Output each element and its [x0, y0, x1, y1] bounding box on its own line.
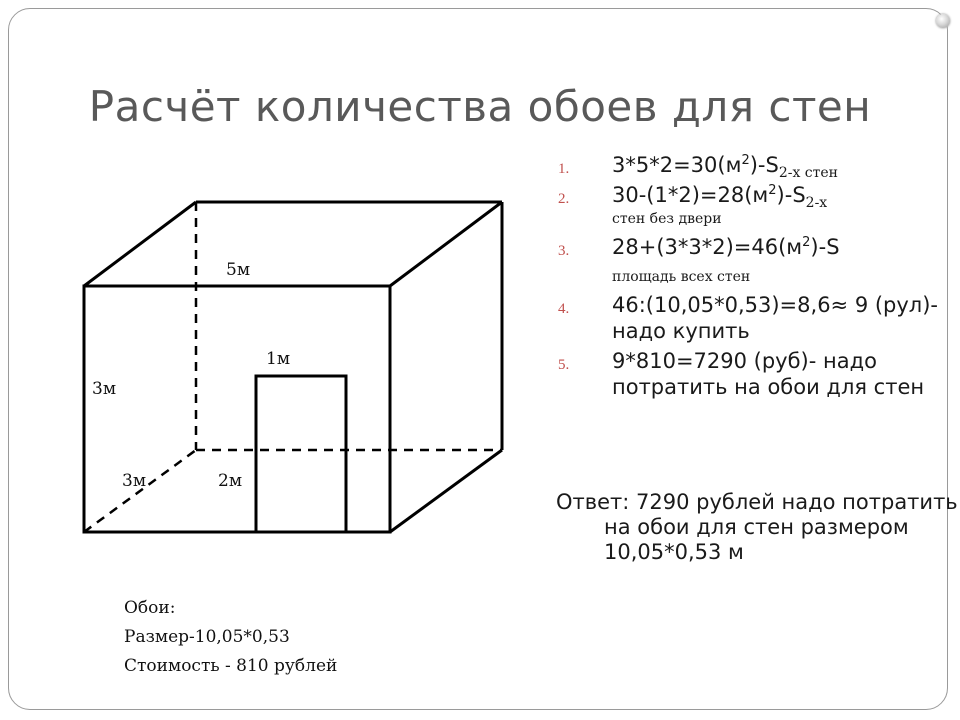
step-number: 5.	[558, 357, 570, 373]
notes-heading: Обои:	[124, 598, 176, 618]
step-4: 4. 46:(10,05*0,53)=8,6≈ 9 (рул)-надо купить	[558, 293, 939, 343]
step-5: 5. 9*810=7290 (руб)- надо потратить на обои для стен	[558, 349, 925, 399]
label-door-height: 2м	[218, 471, 243, 491]
step-2: 2. $30-(1*2)=28(м^2)-S_{2-х}$ стен без двери	[548, 182, 938, 230]
step-note: площадь всех стен	[612, 269, 751, 285]
calculation-steps	[548, 152, 938, 404]
bottom-edge-right	[390, 450, 502, 532]
wallpaper-notes	[124, 594, 337, 681]
step-number: 3.	[558, 243, 570, 259]
hidden-bottom-left-edge	[84, 450, 196, 532]
notes-size: Размер-10,05*0,53	[124, 627, 290, 647]
step-number: 1.	[558, 161, 570, 177]
front-wall	[84, 286, 390, 532]
answer-text: Ответ: 7290 рублей надо потратить на обои для стен размером 10,05*0,53 м	[556, 490, 958, 564]
top-edge-right	[390, 202, 502, 286]
step-1: 1. $3*5*2=30(м^2)-S_{2-х стен}$	[558, 153, 839, 182]
top-edge-left	[84, 202, 196, 286]
label-height: 3м	[92, 379, 117, 399]
label-door-width: 1м	[266, 349, 291, 369]
notes-cost: Стоимость - 810 рублей	[124, 656, 338, 676]
label-depth: 3м	[122, 471, 147, 491]
step-number: 2.	[558, 191, 570, 207]
step-3: 3. $28+(3*3*2)=46(м^2)-S$ площадь всех стен	[548, 234, 938, 288]
door	[256, 376, 346, 532]
step-number: 4.	[558, 301, 570, 317]
slide-title: Расчёт количества обоев для стен	[88, 82, 872, 131]
label-length: 5м	[226, 260, 251, 280]
step-note: стен без двери	[612, 211, 722, 227]
